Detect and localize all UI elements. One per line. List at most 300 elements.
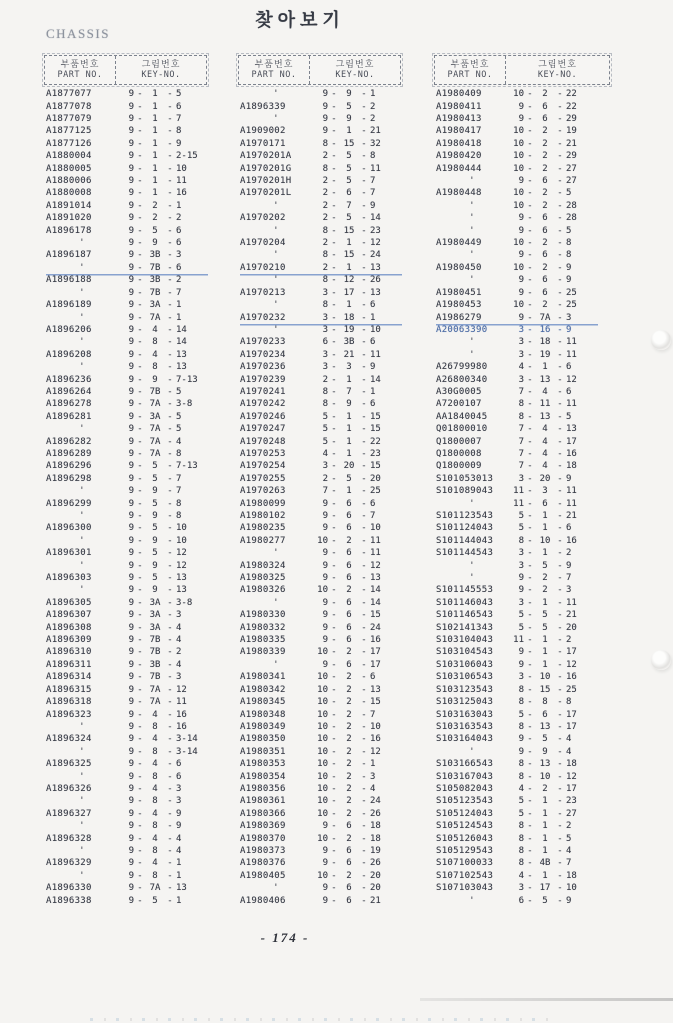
key-no: 9 - 7B - 5 — [128, 386, 182, 397]
part-no: A1970246 — [240, 411, 286, 422]
part-no: A1896281 — [46, 411, 92, 422]
part-no: A1896208 — [46, 349, 92, 360]
key-no: 10 - 2 - 24 — [317, 796, 381, 807]
part-no: Q1800008 — [436, 448, 482, 459]
key-no: 9 - 1 - 10 — [128, 163, 187, 174]
table-row — [240, 795, 402, 807]
table-row — [240, 88, 402, 100]
part-no: A1896305 — [46, 597, 92, 608]
table-row — [46, 609, 208, 621]
key-no: 9 - 4 - 4 — [128, 833, 182, 844]
table-row — [240, 448, 402, 460]
key-no: 9 - 7A - 3-8 — [128, 399, 193, 410]
key-no: 10 - 2 - 17 — [317, 647, 381, 658]
key-no: 5 - 5 - 21 — [518, 610, 577, 621]
table-row — [240, 311, 402, 323]
table-row — [46, 770, 208, 782]
part-no: A1970255 — [240, 473, 286, 484]
key-no: 9 - 1 - 5 — [128, 89, 182, 100]
part-no: A1980373 — [240, 845, 286, 856]
part-no: S105124043 — [436, 808, 494, 819]
part-no: S103104543 — [436, 647, 494, 658]
key-no: 8 - 9 - 6 — [322, 399, 376, 410]
table-row — [46, 138, 208, 150]
table-row — [436, 857, 598, 869]
part-no: A1970232 — [240, 312, 286, 323]
table-row — [436, 287, 598, 299]
key-no: 9 - 6 - 25 — [518, 287, 577, 298]
table-row — [46, 237, 208, 249]
key-no: 9 - 7A - 1 — [128, 312, 182, 323]
part-no: A1980339 — [240, 647, 286, 658]
part-no-ditto: ' — [469, 275, 475, 286]
table-row — [436, 746, 598, 758]
key-no: 3 - 19 - 11 — [518, 349, 577, 360]
table-row — [240, 597, 402, 609]
part-no-ditto: ' — [79, 262, 85, 273]
table-row — [240, 411, 402, 423]
part-no-ditto: ' — [79, 535, 85, 546]
table-row — [436, 696, 598, 708]
part-no: A1980345 — [240, 697, 286, 708]
part-no: A1980369 — [240, 821, 286, 832]
table-row — [240, 820, 402, 832]
table-row — [436, 485, 598, 497]
part-no: A1896314 — [46, 672, 92, 683]
part-no: S107100033 — [436, 858, 494, 869]
part-no-header-english: PART NO. — [447, 70, 493, 80]
key-no: 9 - 6 - 12 — [322, 560, 381, 571]
part-no: A1980409 — [436, 89, 482, 100]
table-header — [238, 55, 401, 85]
table-row — [46, 808, 208, 820]
table-row — [46, 708, 208, 720]
key-no: 9 - 8 - 6 — [128, 771, 182, 782]
key-no: 8 - 4B - 7 — [518, 858, 572, 869]
key-no: 3 - 3 - 9 — [322, 362, 376, 373]
key-no: 10 - 2 - 19 — [513, 126, 577, 137]
key-no: 10 - 2 - 15 — [317, 697, 381, 708]
table-row — [240, 249, 402, 261]
key-no: 9 - 3A - 4 — [128, 622, 182, 633]
key-no: 9 - 1 - 7 — [128, 114, 182, 125]
part-no-header — [239, 56, 309, 84]
key-no-header-korean: 그림번호 — [141, 60, 181, 70]
key-no: 9 - 6 - 24 — [322, 622, 381, 633]
key-no: 9 - 2 - 7 — [518, 573, 572, 584]
table-row — [46, 473, 208, 485]
table-row — [436, 187, 598, 199]
part-no-ditto: ' — [79, 721, 85, 732]
table-row — [240, 621, 402, 633]
part-no: A1891014 — [46, 200, 92, 211]
part-no: A1970263 — [240, 486, 286, 497]
part-no-ditto: ' — [79, 238, 85, 249]
table-row — [436, 559, 598, 571]
key-no: 9 - 1 - 9 — [128, 138, 182, 149]
table-row — [240, 373, 402, 385]
key-no: 9 - 4 - 9 — [128, 808, 182, 819]
part-no-ditto: ' — [79, 796, 85, 807]
part-no: S101124043 — [436, 523, 494, 534]
table-row — [436, 162, 598, 174]
key-no: 9 - 7B - 7 — [128, 287, 182, 298]
part-no: A1896308 — [46, 622, 92, 633]
key-no: 8 - 1 - 6 — [322, 300, 376, 311]
table-row — [436, 882, 598, 894]
table-row — [436, 175, 598, 187]
table-row — [46, 783, 208, 795]
key-no: 9 - 5 - 12 — [128, 548, 187, 559]
key-no: 3 - 20 - 15 — [322, 461, 381, 472]
key-no: 9 - 6 - 29 — [518, 114, 577, 125]
key-no: 9 - 8 - 14 — [128, 337, 187, 348]
part-no: A20063390 — [436, 324, 488, 335]
table-row — [46, 485, 208, 497]
key-no: 10 - 2 - 18 — [317, 833, 381, 844]
key-no: 5 - 1 - 6 — [518, 523, 572, 534]
part-no-ditto: ' — [79, 337, 85, 348]
key-no: 9 - 4 - 13 — [128, 349, 187, 360]
key-no: 9 - 7A - 12 — [128, 684, 187, 695]
key-no: 2 - 1 - 12 — [322, 238, 381, 249]
part-no-ditto: ' — [79, 312, 85, 323]
table-row — [46, 299, 208, 311]
part-no: A1896323 — [46, 709, 92, 720]
table-row — [240, 435, 402, 447]
key-no: 9 - 4 - 14 — [128, 324, 187, 335]
part-no-ditto: ' — [79, 287, 85, 298]
key-no: 8 - 7 - 1 — [322, 386, 376, 397]
key-no: 9 - 9 - 12 — [128, 560, 187, 571]
table-row — [240, 758, 402, 770]
table-row — [240, 684, 402, 696]
key-no: 3 - 18 - 1 — [322, 312, 376, 323]
part-no: A1970201G — [240, 163, 292, 174]
parts-index-column-2 — [240, 88, 402, 907]
key-no: 9 - 9 - 7 — [128, 486, 182, 497]
key-no: 2 - 5 - 8 — [322, 151, 376, 162]
table-row — [46, 386, 208, 398]
key-no: 7 - 4 - 18 — [518, 461, 577, 472]
table-row — [46, 423, 208, 435]
table-row — [46, 411, 208, 423]
table-row — [240, 510, 402, 522]
part-no-ditto: ' — [469, 573, 475, 584]
part-no: A1980326 — [240, 585, 286, 596]
key-no: 3 - 5 - 9 — [518, 560, 572, 571]
key-no: 2 - 5 - 20 — [322, 473, 381, 484]
table-row — [436, 572, 598, 584]
key-no: 9 - 5 - 6 — [128, 225, 182, 236]
table-row — [240, 113, 402, 125]
part-no: A1970202 — [240, 213, 286, 224]
part-no: A1896299 — [46, 498, 92, 509]
table-row — [436, 733, 598, 745]
key-no: 9 - 7B - 6 — [128, 262, 182, 273]
part-no: Q01800010 — [436, 424, 488, 435]
key-no: 10 - 2 - 27 — [513, 163, 577, 174]
table-row — [436, 423, 598, 435]
key-no: 9 - 6 - 5 — [518, 225, 572, 236]
key-no: 2 - 5 - 7 — [322, 176, 376, 187]
part-no: A1970239 — [240, 374, 286, 385]
key-no: 8 - 13 - 17 — [518, 721, 577, 732]
key-no: 2 - 1 - 14 — [322, 374, 381, 385]
table-row — [436, 411, 598, 423]
table-row — [46, 559, 208, 571]
page-number: - 174 - — [260, 930, 310, 945]
table-row — [240, 125, 402, 137]
part-no: A1896324 — [46, 734, 92, 745]
part-no: A1970247 — [240, 424, 286, 435]
key-no: 3 - 16 - 9 — [518, 324, 572, 335]
key-no: 9 - 3A - 1 — [128, 300, 182, 311]
key-no: 9 - 7A - 8 — [128, 448, 182, 459]
table-row — [240, 423, 402, 435]
key-no: 9 - 7B - 2 — [128, 647, 182, 658]
key-no: 10 - 2 - 6 — [317, 672, 376, 683]
key-no: 9 - 9 - 7-13 — [128, 374, 198, 385]
part-no: A1896311 — [46, 659, 92, 670]
part-no: A1980348 — [240, 709, 286, 720]
part-no: A1980235 — [240, 523, 286, 534]
part-no: S102141343 — [436, 622, 494, 633]
part-no: A1970171 — [240, 138, 286, 149]
table-row — [240, 262, 402, 274]
table-row — [240, 349, 402, 361]
table-row — [436, 758, 598, 770]
key-no: 7 - 4 - 16 — [518, 448, 577, 459]
part-no-ditto: ' — [273, 89, 279, 100]
table-row — [436, 795, 598, 807]
part-no: A1980099 — [240, 498, 286, 509]
part-no: S103106543 — [436, 672, 494, 683]
table-row — [46, 572, 208, 584]
table-row — [436, 113, 598, 125]
table-row — [46, 894, 208, 906]
part-no: S103123543 — [436, 684, 494, 695]
table-row — [436, 832, 598, 844]
part-no-ditto: ' — [273, 548, 279, 559]
key-no: 9 - 6 - 14 — [322, 597, 381, 608]
table-row — [240, 783, 402, 795]
key-no: 10 - 2 - 3 — [317, 771, 376, 782]
part-no-ditto: ' — [79, 771, 85, 782]
part-no: S105129543 — [436, 845, 494, 856]
part-no: A1970201L — [240, 188, 292, 199]
part-no-ditto: ' — [469, 560, 475, 571]
table-row — [436, 100, 598, 112]
table-row — [46, 832, 208, 844]
part-no: A1896189 — [46, 300, 92, 311]
table-row — [240, 150, 402, 162]
part-no: A1970201A — [240, 151, 292, 162]
key-no: 10 - 2 - 10 — [317, 721, 381, 732]
table-row — [436, 894, 598, 906]
part-no-ditto: ' — [273, 659, 279, 670]
part-no: A1980354 — [240, 771, 286, 782]
key-no: 11 - 3 - 11 — [513, 486, 577, 497]
table-row — [46, 621, 208, 633]
part-no-ditto: ' — [469, 213, 475, 224]
key-no: 9 - 3A - 3-8 — [128, 597, 193, 608]
part-no: A1896329 — [46, 858, 92, 869]
part-no: A1970254 — [240, 461, 286, 472]
part-no: A1980351 — [240, 746, 286, 757]
part-no: S107102543 — [436, 870, 494, 881]
part-no: S101146043 — [436, 597, 494, 608]
table-row — [46, 311, 208, 323]
key-no: 2 - 7 - 9 — [322, 200, 376, 211]
part-no: A1877126 — [46, 138, 92, 149]
key-no: 9 - 6 - 21 — [322, 895, 381, 906]
part-no: A1980102 — [240, 511, 286, 522]
part-no: S101144543 — [436, 548, 494, 559]
table-row — [436, 473, 598, 485]
key-no: 9 - 8 - 9 — [128, 821, 182, 832]
key-no: 9 - 2 - 3 — [518, 585, 572, 596]
table-row — [46, 522, 208, 534]
key-no: 9 - 4 - 3-14 — [128, 734, 198, 745]
part-no: A1980342 — [240, 684, 286, 695]
part-no-header — [435, 56, 505, 84]
key-no: 3 - 18 - 11 — [518, 337, 577, 348]
key-no: 9 - 7A - 13 — [128, 883, 187, 894]
key-no: 8 - 15 - 24 — [322, 250, 381, 261]
table-row — [240, 100, 402, 112]
table-row — [46, 721, 208, 733]
key-no: 9 - 6 - 22 — [518, 101, 577, 112]
key-no: 9 - 5 - 4 — [518, 734, 572, 745]
part-no: A26800340 — [436, 374, 488, 385]
key-no: 9 - 3A - 3 — [128, 610, 182, 621]
key-no: 7 - 1 - 25 — [322, 486, 381, 497]
key-no: 9 - 6 - 19 — [322, 845, 381, 856]
part-no: A1970204 — [240, 238, 286, 249]
table-row — [240, 696, 402, 708]
table-row — [240, 460, 402, 472]
part-no: A1896296 — [46, 461, 92, 472]
key-no: 9 - 6 - 11 — [322, 548, 381, 559]
part-no: A1970236 — [240, 362, 286, 373]
table-row — [240, 808, 402, 820]
key-no: 10 - 2 - 11 — [317, 535, 381, 546]
table-row — [46, 882, 208, 894]
key-no: 3 - 17 - 10 — [518, 883, 577, 894]
part-no: A1980376 — [240, 858, 286, 869]
key-no: 2 - 1 - 13 — [322, 262, 381, 273]
part-no-ditto: ' — [273, 200, 279, 211]
table-row — [436, 299, 598, 311]
key-no: 9 - 4 - 3 — [128, 783, 182, 794]
key-no: 10 - 2 - 21 — [513, 138, 577, 149]
table-row — [240, 138, 402, 150]
table-row — [46, 212, 208, 224]
section-label: CHASSIS — [46, 26, 110, 41]
key-no: 9 - 5 - 13 — [128, 573, 187, 584]
key-no: 10 - 2 - 22 — [513, 89, 577, 100]
part-no: A1896325 — [46, 759, 92, 770]
key-no: 8 - 13 - 18 — [518, 759, 577, 770]
key-no: 8 - 13 - 5 — [518, 411, 572, 422]
part-no-ditto: ' — [273, 275, 279, 286]
table-row — [46, 857, 208, 869]
part-no: A1970241 — [240, 386, 286, 397]
key-no: 9 - 4 - 16 — [128, 709, 187, 720]
table-row — [240, 733, 402, 745]
part-no-ditto: ' — [79, 511, 85, 522]
page-title: 찾아보기 — [255, 10, 345, 30]
table-row — [240, 287, 402, 299]
key-no: 9 - 6 - 28 — [518, 213, 577, 224]
table-row — [240, 224, 402, 236]
part-no: A1970242 — [240, 399, 286, 410]
table-row — [46, 795, 208, 807]
key-no: 10 - 2 - 12 — [317, 746, 381, 757]
key-no: 9 - 6 - 15 — [322, 610, 381, 621]
part-no: A1980349 — [240, 721, 286, 732]
key-no: 9 - 3B - 4 — [128, 659, 182, 670]
table-row — [46, 696, 208, 708]
table-row — [436, 808, 598, 820]
part-no-ditto: ' — [79, 362, 85, 373]
key-no: 5 - 6 - 17 — [518, 709, 577, 720]
table-row — [46, 373, 208, 385]
key-no: 10 - 2 - 7 — [317, 709, 376, 720]
table-row — [46, 448, 208, 460]
key-no: 9 - 6 - 20 — [322, 883, 381, 894]
part-no: A1896236 — [46, 374, 92, 385]
table-row — [436, 237, 598, 249]
key-no: 9 - 1 - 11 — [128, 176, 187, 187]
key-no: 5 - 1 - 22 — [322, 436, 381, 447]
key-no: 9 - 1 - 17 — [518, 647, 577, 658]
key-no: 3 - 1 - 2 — [518, 548, 572, 559]
part-no: S103125043 — [436, 697, 494, 708]
table-row — [240, 857, 402, 869]
table-row — [436, 448, 598, 460]
table-row — [240, 634, 402, 646]
key-no: 5 - 1 - 15 — [322, 411, 381, 422]
table-row — [240, 584, 402, 596]
part-no-ditto: ' — [469, 498, 475, 509]
key-no: 9 - 5 - 10 — [128, 523, 187, 534]
key-no-header-english: KEY-NO. — [141, 70, 181, 80]
key-no: 4 - 1 - 6 — [518, 362, 572, 373]
table-row — [46, 746, 208, 758]
key-no: 8 - 1 - 2 — [518, 821, 572, 832]
part-no-ditto: ' — [469, 746, 475, 757]
part-no-ditto: ' — [469, 225, 475, 236]
table-row — [240, 162, 402, 174]
key-no: 9 - 9 - 1 — [322, 89, 376, 100]
part-no: S103164043 — [436, 734, 494, 745]
part-no-header — [45, 56, 115, 84]
part-no-ditto: ' — [469, 349, 475, 360]
part-no: A1980453 — [436, 300, 482, 311]
key-no: 3 - 13 - 12 — [518, 374, 577, 385]
part-no: S101145553 — [436, 585, 494, 596]
part-no: A1896307 — [46, 610, 92, 621]
key-no: 8 - 8 - 8 — [518, 697, 572, 708]
key-no: 7 - 4 - 6 — [518, 386, 572, 397]
part-no: A1896298 — [46, 473, 92, 484]
table-row — [46, 336, 208, 348]
key-no: 9 - 9 - 10 — [128, 535, 187, 546]
part-no: S101089043 — [436, 486, 494, 497]
table-row — [436, 845, 598, 857]
